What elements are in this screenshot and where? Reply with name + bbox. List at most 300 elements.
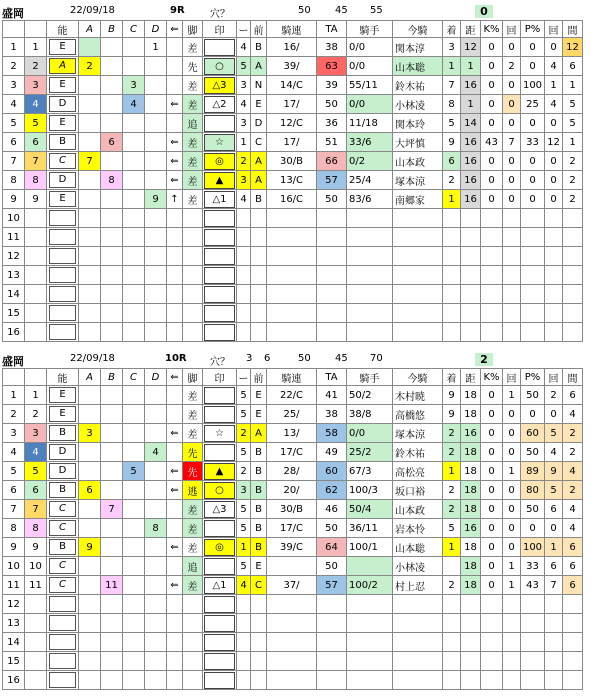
cell-arrow — [167, 671, 183, 690]
cell-rank-d — [145, 538, 167, 557]
cell-interval — [563, 614, 583, 633]
cell-distance: 16 — [461, 76, 481, 95]
cell-jockey — [347, 323, 393, 342]
cell-current-jockey — [393, 247, 443, 266]
cell-horse-number: 10 — [25, 557, 47, 576]
cell-k-percent — [481, 595, 503, 614]
cell-distance — [461, 323, 481, 342]
column-header-running-style: 脚 — [183, 21, 203, 38]
cell-jockey-combo — [267, 671, 317, 690]
cell-count-1 — [503, 266, 521, 285]
cell-rank-d — [145, 209, 167, 228]
cell-finish — [443, 557, 461, 576]
cell-count-1: 0 — [503, 114, 521, 133]
cell-finish: 2 — [443, 171, 461, 190]
cell-horse-number: 6 — [25, 133, 47, 152]
cell-horse-number: 7 — [25, 152, 47, 171]
cell-minus: 2 — [237, 462, 251, 481]
cell-rank-c — [123, 576, 145, 595]
cell-count-1: 1 — [503, 462, 521, 481]
cell-current-jockey — [393, 266, 443, 285]
ability-box — [49, 229, 76, 245]
cell-rank-d — [145, 133, 167, 152]
column-header-current-jockey: 今騎 — [393, 21, 443, 38]
cell-interval — [563, 304, 583, 323]
cell-rank-d — [145, 462, 167, 481]
cell-k-percent: 0 — [481, 38, 503, 57]
cell-distance: 18 — [461, 443, 481, 462]
column-header-row — [3, 21, 583, 38]
cell-current-jockey — [393, 209, 443, 228]
cell-jockey-combo: 22/C — [267, 386, 317, 405]
cell-rank-b — [101, 652, 123, 671]
ability-box: C — [49, 501, 76, 517]
cell-jockey-combo — [267, 652, 317, 671]
venue-label: 盛岡 — [2, 7, 24, 20]
ability-box: C — [49, 558, 76, 574]
cell-count-1 — [503, 209, 521, 228]
cell-interval: 2 — [563, 481, 583, 500]
cell-jockey: 55/11 — [347, 76, 393, 95]
cell-rank-d — [145, 152, 167, 171]
cell-arrow — [167, 209, 183, 228]
cell-running-style: 追 — [183, 557, 203, 576]
cell-arrow — [167, 652, 183, 671]
cell-jockey: 50/2 — [347, 386, 393, 405]
cell-horse-number: 7 — [25, 500, 47, 519]
cell-finish: 1 — [443, 190, 461, 209]
mark-box — [204, 634, 235, 651]
horse-table — [2, 20, 583, 342]
cell-arrow — [167, 114, 183, 133]
cell-ability — [47, 171, 79, 190]
cell-count-1: 0 — [503, 95, 521, 114]
cell-k-percent: 0 — [481, 443, 503, 462]
cell-running-style: 差 — [183, 190, 203, 209]
cell-rank-a — [79, 652, 101, 671]
cell-distance: 18 — [461, 538, 481, 557]
cell-front — [251, 304, 267, 323]
cell-count-2: 4 — [545, 443, 563, 462]
cell-current-jockey: 鈴木祐 — [393, 443, 443, 462]
cell-arrow — [167, 266, 183, 285]
cell-p-percent: 0 — [521, 152, 545, 171]
cell-running-style — [183, 228, 203, 247]
cell-jockey — [347, 671, 393, 690]
ana-label: 穴？ — [210, 357, 230, 368]
cell-mark — [203, 57, 237, 76]
ability-box: E — [49, 406, 76, 422]
cell-jockey — [347, 285, 393, 304]
cell-interval — [563, 633, 583, 652]
cell-rank-d — [145, 652, 167, 671]
cell-rank-d — [145, 481, 167, 500]
cell-count-2 — [545, 595, 563, 614]
cell-rank-a — [79, 557, 101, 576]
cell-row-index: 7 — [3, 500, 25, 519]
cell-k-percent — [481, 209, 503, 228]
cell-running-style: 差 — [183, 95, 203, 114]
cell-count-2: 1 — [545, 538, 563, 557]
table-row — [3, 76, 583, 95]
cell-finish — [443, 209, 461, 228]
cell-front — [251, 209, 267, 228]
table-row — [3, 38, 583, 57]
cell-k-percent: 0 — [481, 424, 503, 443]
cell-count-1 — [503, 228, 521, 247]
cell-arrow — [167, 405, 183, 424]
cell-minus — [237, 247, 251, 266]
cell-minus: 1 — [237, 133, 251, 152]
cell-rank-a — [79, 247, 101, 266]
cell-p-percent — [521, 228, 545, 247]
cell-ability — [47, 76, 79, 95]
cell-rank-a — [79, 285, 101, 304]
column-header-ability: 能 — [47, 369, 79, 386]
cell-rank-c — [123, 171, 145, 190]
cell-arrow: ⇐ — [167, 152, 183, 171]
cell-rank-a — [79, 443, 101, 462]
column-header-row — [3, 369, 583, 386]
cell-k-percent: 0 — [481, 557, 503, 576]
cell-arrow — [167, 614, 183, 633]
cell-rank-c — [123, 247, 145, 266]
cell-current-jockey — [393, 671, 443, 690]
cell-rank-d — [145, 386, 167, 405]
cell-ability — [47, 576, 79, 595]
mark-box: ▲ — [204, 172, 235, 189]
cell-front: C — [251, 133, 267, 152]
cell-p-percent — [521, 209, 545, 228]
cell-count-2: 0 — [545, 38, 563, 57]
cell-rank-b — [101, 114, 123, 133]
cell-ability — [47, 595, 79, 614]
cell-rank-b — [101, 190, 123, 209]
ability-box: D — [49, 463, 76, 479]
cell-distance: 1 — [461, 57, 481, 76]
cell-mark — [203, 557, 237, 576]
cell-front: B — [251, 519, 267, 538]
cell-jockey: 0/2 — [347, 152, 393, 171]
cell-distance: 16 — [461, 190, 481, 209]
cell-rank-d — [145, 304, 167, 323]
cell-minus: 1 — [237, 538, 251, 557]
cell-rank-a — [79, 133, 101, 152]
cell-p-percent — [521, 595, 545, 614]
ability-box: C — [49, 577, 76, 593]
cell-jockey: 38/8 — [347, 405, 393, 424]
cell-horse-number — [25, 247, 47, 266]
cell-count-2: 0 — [545, 405, 563, 424]
cell-rank-d — [145, 576, 167, 595]
cell-front: A — [251, 171, 267, 190]
cell-ability — [47, 323, 79, 342]
cell-count-2: 4 — [545, 95, 563, 114]
cell-rank-d — [145, 671, 167, 690]
cell-distance — [461, 247, 481, 266]
cell-k-percent — [481, 323, 503, 342]
mark-box — [204, 615, 235, 632]
cell-distance: 18 — [461, 500, 481, 519]
cell-jockey: 83/6 — [347, 190, 393, 209]
cell-count-1 — [503, 614, 521, 633]
cell-current-jockey: 山本聡 — [393, 538, 443, 557]
cell-k-percent: 0 — [481, 405, 503, 424]
cell-mark — [203, 76, 237, 95]
cell-current-jockey: 山本聡 — [393, 57, 443, 76]
cell-finish — [443, 671, 461, 690]
cell-rank-d — [145, 500, 167, 519]
date-label: 22/09/18 — [70, 353, 115, 364]
cell-rank-c — [123, 266, 145, 285]
cell-rank-d: 8 — [145, 519, 167, 538]
cell-minus — [237, 595, 251, 614]
cell-distance — [461, 266, 481, 285]
cell-arrow — [167, 386, 183, 405]
cell-jockey-combo: 39/ — [267, 57, 317, 76]
ability-box — [49, 672, 76, 688]
cell-jockey-combo: 39/C — [267, 538, 317, 557]
cell-front: E — [251, 557, 267, 576]
cell-finish: 2 — [443, 443, 461, 462]
cell-p-percent — [521, 304, 545, 323]
column-header-rank-c: C — [123, 369, 145, 386]
cell-front: B — [251, 443, 267, 462]
column-header-finish: 着 — [443, 369, 461, 386]
column-header-row-index — [3, 369, 25, 386]
cell-rank-a: 2 — [79, 57, 101, 76]
column-header-minus: ー — [237, 369, 251, 386]
cell-jockey: 50/4 — [347, 500, 393, 519]
ana-label: 穴？ — [210, 9, 230, 20]
cell-finish: 3 — [443, 38, 461, 57]
cell-rank-a — [79, 304, 101, 323]
table-row — [3, 190, 583, 209]
cell-k-percent — [481, 266, 503, 285]
cell-minus — [237, 633, 251, 652]
cell-rank-b — [101, 152, 123, 171]
cell-interval: 1 — [563, 76, 583, 95]
column-header-ta: TA — [317, 21, 347, 38]
cell-jockey-combo: 14/C — [267, 76, 317, 95]
cell-rank-a — [79, 171, 101, 190]
cell-rank-b — [101, 209, 123, 228]
cell-count-2: 0 — [545, 171, 563, 190]
cell-ta: 60 — [317, 462, 347, 481]
cell-interval — [563, 285, 583, 304]
cell-row-index: 1 — [3, 386, 25, 405]
cell-minus: 5 — [237, 500, 251, 519]
cell-count-2: 6 — [545, 557, 563, 576]
cell-horse-number — [25, 633, 47, 652]
column-header-minus: ー — [237, 21, 251, 38]
cell-jockey — [347, 614, 393, 633]
cell-p-percent: 80 — [521, 481, 545, 500]
cell-rank-a — [79, 633, 101, 652]
cell-distance: 16 — [461, 171, 481, 190]
cell-mark — [203, 424, 237, 443]
cell-rank-c — [123, 671, 145, 690]
mark-box: △2 — [204, 96, 235, 113]
cell-jockey-combo: 17/ — [267, 95, 317, 114]
cell-p-percent: 33 — [521, 133, 545, 152]
cell-jockey — [347, 304, 393, 323]
horse-table — [2, 368, 583, 690]
column-header-jockey-combo: 騎連 — [267, 369, 317, 386]
cell-rank-c — [123, 519, 145, 538]
cell-jockey: 11/18 — [347, 114, 393, 133]
cell-rank-a: 6 — [79, 481, 101, 500]
cell-row-index: 15 — [3, 652, 25, 671]
cell-p-percent: 0 — [521, 405, 545, 424]
cell-jockey: 36/11 — [347, 519, 393, 538]
mark-box: ◎ — [204, 153, 235, 170]
cell-count-2 — [545, 671, 563, 690]
cell-ability — [47, 266, 79, 285]
cell-finish: 6 — [443, 152, 461, 171]
ability-box — [49, 286, 76, 302]
table-row — [3, 462, 583, 481]
cell-k-percent: 0 — [481, 538, 503, 557]
column-header-rank-b: B — [101, 21, 123, 38]
cell-horse-number — [25, 652, 47, 671]
cell-row-index: 12 — [3, 247, 25, 266]
cell-finish — [443, 614, 461, 633]
cell-p-percent — [521, 247, 545, 266]
column-header-count-2: 回 — [545, 21, 563, 38]
cell-jockey: 100/3 — [347, 481, 393, 500]
cell-front — [251, 652, 267, 671]
cell-horse-number: 11 — [25, 576, 47, 595]
cell-arrow: ⇐ — [167, 424, 183, 443]
mark-box — [204, 444, 235, 461]
cell-mark — [203, 133, 237, 152]
cell-arrow: ⇐ — [167, 462, 183, 481]
mark-box — [204, 267, 235, 284]
cell-mark — [203, 481, 237, 500]
cell-row-index: 14 — [3, 633, 25, 652]
cell-interval: 6 — [563, 538, 583, 557]
cell-interval: 6 — [563, 57, 583, 76]
cell-ability — [47, 190, 79, 209]
cell-running-style: 先 — [183, 57, 203, 76]
cell-mark — [203, 171, 237, 190]
cell-minus: 5 — [237, 57, 251, 76]
column-header-p-percent: P% — [521, 369, 545, 386]
cell-jockey-combo — [267, 595, 317, 614]
cell-k-percent: 0 — [481, 171, 503, 190]
cell-k-percent: 0 — [481, 462, 503, 481]
cell-horse-number: 4 — [25, 95, 47, 114]
cell-finish — [443, 247, 461, 266]
cell-ability — [47, 247, 79, 266]
cell-horse-number — [25, 614, 47, 633]
cell-minus — [237, 652, 251, 671]
cell-mark — [203, 443, 237, 462]
cell-front: B — [251, 481, 267, 500]
column-header-front: 前 — [251, 21, 267, 38]
table-row — [3, 652, 583, 671]
cell-front — [251, 228, 267, 247]
cell-ta: 38 — [317, 405, 347, 424]
cell-running-style: 追 — [183, 114, 203, 133]
cell-p-percent: 43 — [521, 576, 545, 595]
cell-mark — [203, 38, 237, 57]
column-header-arrow: ⇐ — [167, 369, 183, 386]
cell-count-2 — [545, 209, 563, 228]
cell-k-percent: 0 — [481, 190, 503, 209]
cell-minus — [237, 304, 251, 323]
cell-count-1 — [503, 247, 521, 266]
cell-front: B — [251, 500, 267, 519]
column-header-jockey: 騎手 — [347, 369, 393, 386]
cell-rank-b — [101, 481, 123, 500]
column-header-arrow: ⇐ — [167, 21, 183, 38]
cell-count-2 — [545, 614, 563, 633]
table-row — [3, 386, 583, 405]
cell-rank-a — [79, 95, 101, 114]
column-header-running-style: 脚 — [183, 369, 203, 386]
cell-row-index: 5 — [3, 462, 25, 481]
cell-count-1: 1 — [503, 557, 521, 576]
cell-ability — [47, 95, 79, 114]
column-header-row-index — [3, 21, 25, 38]
cell-horse-number — [25, 285, 47, 304]
cell-rank-d — [145, 424, 167, 443]
cell-count-1: 1 — [503, 576, 521, 595]
cell-distance — [461, 671, 481, 690]
cell-count-2 — [545, 247, 563, 266]
ability-box: E — [49, 387, 76, 403]
ana-value-2: 6 — [264, 353, 271, 364]
cell-mark — [203, 500, 237, 519]
cell-front: B — [251, 38, 267, 57]
cell-front — [251, 247, 267, 266]
cell-rank-c — [123, 190, 145, 209]
cell-k-percent: 0 — [481, 76, 503, 95]
cell-mark — [203, 95, 237, 114]
cell-distance: 14 — [461, 114, 481, 133]
cell-front: A — [251, 152, 267, 171]
column-header-jockey-combo: 騎連 — [267, 21, 317, 38]
cell-arrow: ⇐ — [167, 133, 183, 152]
mark-box — [204, 248, 235, 265]
cell-row-index: 11 — [3, 576, 25, 595]
cell-finish: 7 — [443, 76, 461, 95]
mark-box: △1 — [204, 191, 235, 208]
cell-interval: 2 — [563, 190, 583, 209]
cell-interval: 2 — [563, 424, 583, 443]
cell-interval: 2 — [563, 171, 583, 190]
mark-box: ☆ — [204, 134, 235, 151]
cell-finish: 2 — [443, 481, 461, 500]
cell-rank-b — [101, 95, 123, 114]
cell-rank-a — [79, 671, 101, 690]
cell-ta: 66 — [317, 152, 347, 171]
cell-ta — [317, 304, 347, 323]
table-row — [3, 595, 583, 614]
cell-rank-b — [101, 424, 123, 443]
column-header-count-1: 回 — [503, 21, 521, 38]
cell-mark — [203, 652, 237, 671]
cell-count-1: 0 — [503, 424, 521, 443]
column-header-distance: 距 — [461, 21, 481, 38]
cell-rank-a — [79, 519, 101, 538]
cell-ta — [317, 652, 347, 671]
cell-rank-c — [123, 114, 145, 133]
table-row — [3, 95, 583, 114]
cell-p-percent: 33 — [521, 557, 545, 576]
